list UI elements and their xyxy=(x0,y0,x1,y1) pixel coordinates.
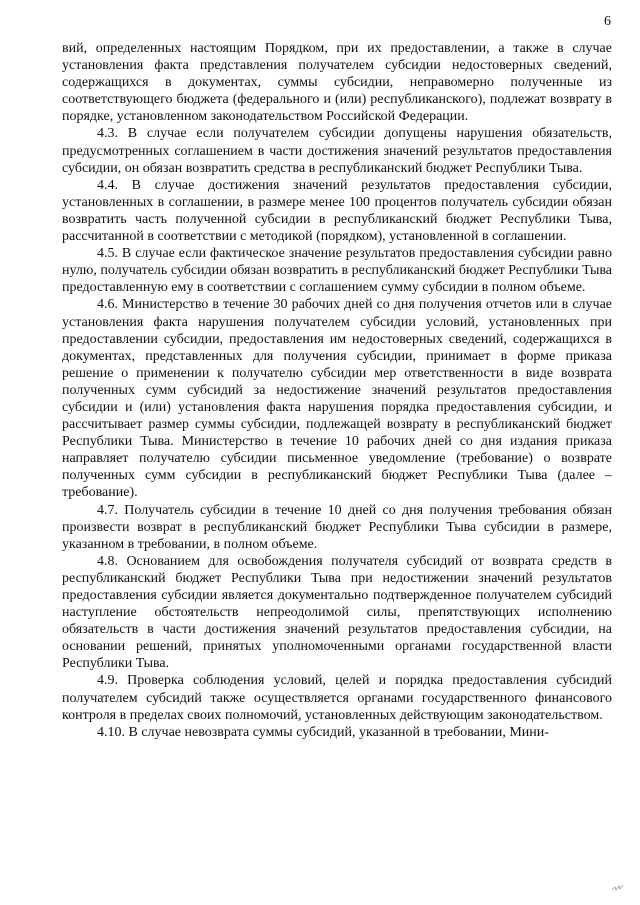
scan-mark-icon xyxy=(611,884,625,892)
paragraph-continuation: вий, определенных настоящим Порядком, при их предоставлении, а также в случае установления факта представления получателем субсидии недостоверных сведений, содержащихся в документах, суммы субсидии, неправомерно полученные из соответствующего бюджета (федерального и (или) республиканского), подлежат возврату в порядке, установленном законодательством Российской Федерации. xyxy=(62,41,612,125)
paragraph-4-4: 4.4. В случае достижения значений результатов предоставления субсидии, установленных в соглашении, в размере менее 100 процентов получатель субсидии обязан возвратить часть полученной субсидии в республиканский бюджет Республики Тыва, рассчитанной в соответствии с методикой (порядком), установленной в соглашении. xyxy=(62,177,612,245)
page-number: 6 xyxy=(604,14,611,29)
paragraph-4-7: 4.7. Получатель субсидии в течение 10 дней со дня получения требования обязан произвести возврат в республиканский бюджет Республики Тыва субсидии в размере, указанном в требовании, в полном объеме. xyxy=(62,502,612,552)
paragraph-4-5: 4.5. В случае если фактическое значение результатов предоставления субсидии равно нулю, получатель субсидии обязан возвратить в республиканский бюджет Республики Тыва предоставленную ему в соответствии с соглашением сумму субсидии в полном объеме. xyxy=(62,246,612,296)
paragraph-4-9: 4.9. Проверка соблюдения условий, целей и порядка предоставления субсидий получателем субсидий также осуществляется органами государственного финансового контроля в пределах своих полномочий, установленных действующим законодательством. xyxy=(62,673,612,723)
document-body xyxy=(62,40,612,741)
paragraph-4-3: 4.3. В случае если получателем субсидии допущены нарушения обязательств, предусмотренных соглашением в части достижения значений результатов предоставления субсидии, он обязан возвратить средства в республиканский бюджет Республики Тыва. xyxy=(62,126,612,176)
paragraph-4-8: 4.8. Основанием для освобождения получателя субсидий от возврата средств в республиканский бюджет Республики Тыва при недостижении значений результатов предоставления субсидии является документально подтвержденное получателем субсидий наступление обстоятельств непреодолимой силы, препятствующих исполнению обязательств в части достижения значений результатов предоставления субсидии, на основании решений, принятых уполномоченными органами государственной власти Республики Тыва. xyxy=(62,553,612,672)
paragraph-4-6: 4.6. Министерство в течение 30 рабочих дней со дня получения отчетов или в случае установления факта нарушения получателем субсидии условий, установленных при предоставлении субсидии, предоставления им недостоверных сведений, содержащихся в документах, представленных для получения субсидии, принимает в форме приказа решение о применении к получателю субсидии мер ответственности в виде возврата полученных сумм субсидий за недостижение значений результатов предоставления субсидии и (или) установления факта нарушения порядка предоставления субсидии, и рассчитывает размер суммы субсидии, подлежащей возврату в республиканский бюджет Республики Тыва. Министерство в течение 10 рабочих дней со дня издания приказа направляет получателю субсидии письменное уведомление (требование) о возврате полученных сумм субсидии в республиканский бюджет Республики Тыва (далее – требование). xyxy=(62,297,612,501)
paragraph-4-10: 4.10. В случае невозврата суммы субсидий, указанной в требовании, Мини- xyxy=(97,724,549,740)
